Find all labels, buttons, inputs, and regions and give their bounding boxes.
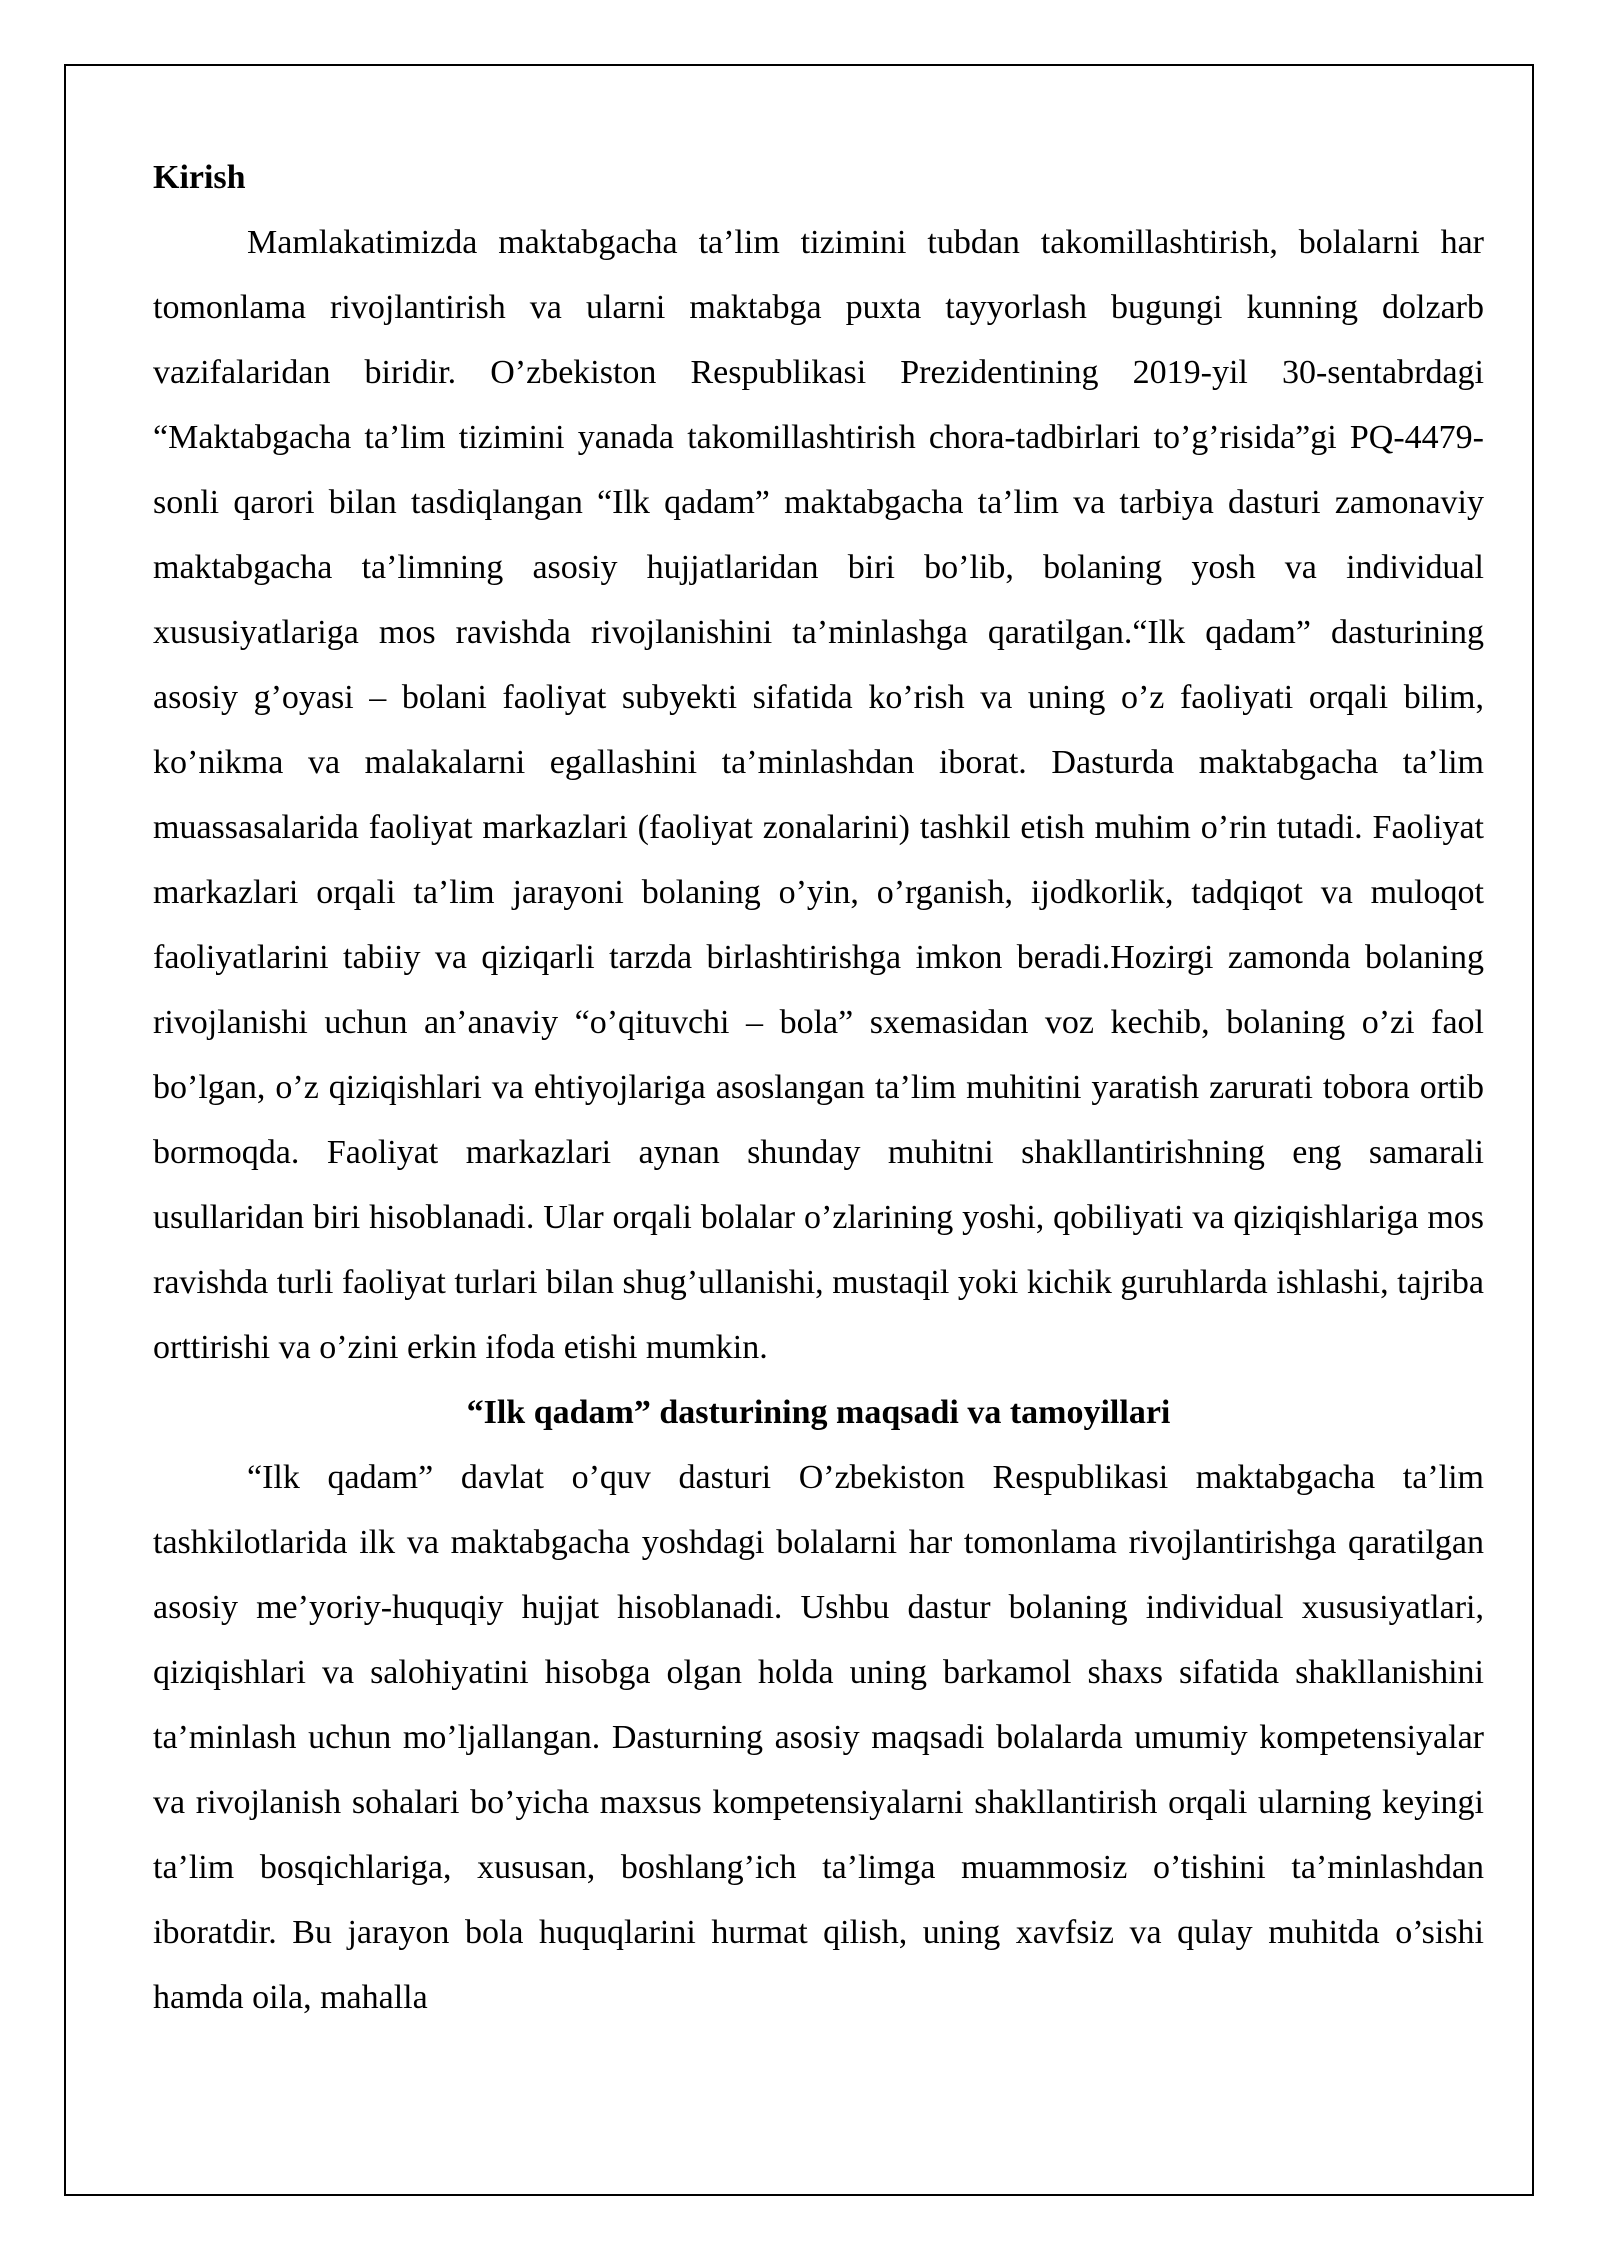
section-paragraph: “Ilk qadam” davlat o’quv dasturi O’zbekiston Respublikasi maktabgacha ta’lim tashkilotlarida ilk va maktabgacha yoshdagi bolalarni har tomonlama rivojlantirishga qaratilgan asosiy me’yoriy-huquqiy hujjat hisoblanadi. Ushbu dastur bolaning individual xususiyatlari, qiziqishlari va salohiyatini hisobga olgan holda uning barkamol shaxs sifatida shakllanishini ta’minlash uchun mo’ljallangan. Dasturning asosiy maqsadi bolalarda umumiy kompetensiyalar va rivojlanish sohalari bo’yicha maxsus kompetensiyalarni shakllantirish orqali ularning keyingi ta’lim bosqichlariga, xususan, boshlang’ich ta’limga muammosiz o’tishini ta’minlashdan iboratdir. Bu jarayon bola huquqlarini hurmat qilish, uning xavfsiz va qulay muhitda o’sishi hamda oila, mahalla (153, 1459, 1484, 2016)
document-body (153, 145, 1484, 2030)
intro-heading: Kirish (153, 159, 246, 196)
intro-paragraph: Mamlakatimizda maktabgacha ta’lim tizimini tubdan takomillashtirish, bolalarni har tomonlama rivojlantirish va ularni maktabga puxta tayyorlash bugungi kunning dolzarb vazifalaridan biridir. O’zbekiston Respublikasi Prezidentining 2019-yil 30-sentabrdagi “Maktabgacha ta’lim tizimini yanada takomillashtirish chora-tadbirlari to’g’risida”gi PQ-4479-sonli qarori bilan tasdiqlangan “Ilk qadam” maktabgacha ta’lim va tarbiya dasturi zamonaviy maktabgacha ta’limning asosiy hujjatlaridan biri bo’lib, bolaning yosh va individual xususiyatlariga mos ravishda rivojlanishini ta’minlashga qaratilgan.“Ilk qadam” dasturining asosiy g’oyasi – bolani faoliyat subyekti sifatida ko’rish va uning o’z faoliyati orqali bilim, ko’nikma va malakalarni egallashini ta’minlashdan iborat. Dasturda maktabgacha ta’lim muassasalarida faoliyat markazlari (faoliyat zonalarini) tashkil etish muhim o’rin tutadi. Faoliyat markazlari orqali ta’lim jarayoni bolaning o’yin, o’rganish, ijodkorlik, tadqiqot va muloqot faoliyatlarini tabiiy va qiziqarli tarzda birlashtirishga imkon beradi.Hozirgi zamonda bolaning rivojlanishi uchun an’anaviy “o’qituvchi – bola” sxemasidan voz kechib, bolaning o’zi faol bo’lgan, o’z qiziqishlari va ehtiyojlariga asoslangan ta’lim muhitini yaratish zarurati tobora ortib bormoqda. Faoliyat markazlari aynan shunday muhitni shakllantirishning eng samarali usullaridan biri hisoblanadi. Ular orqali bolalar o’zlarining yoshi, qobiliyati va qiziqishlariga mos ravishda turli faoliyat turlari bilan shug’ullanishi, mustaqil yoki kichik guruhlarda ishlashi, tajriba orttirishi va o’zini erkin ifoda etishi mumkin. (153, 224, 1484, 1366)
section-heading: “Ilk qadam” dasturining maqsadi va tamoyillari (466, 1394, 1171, 1431)
